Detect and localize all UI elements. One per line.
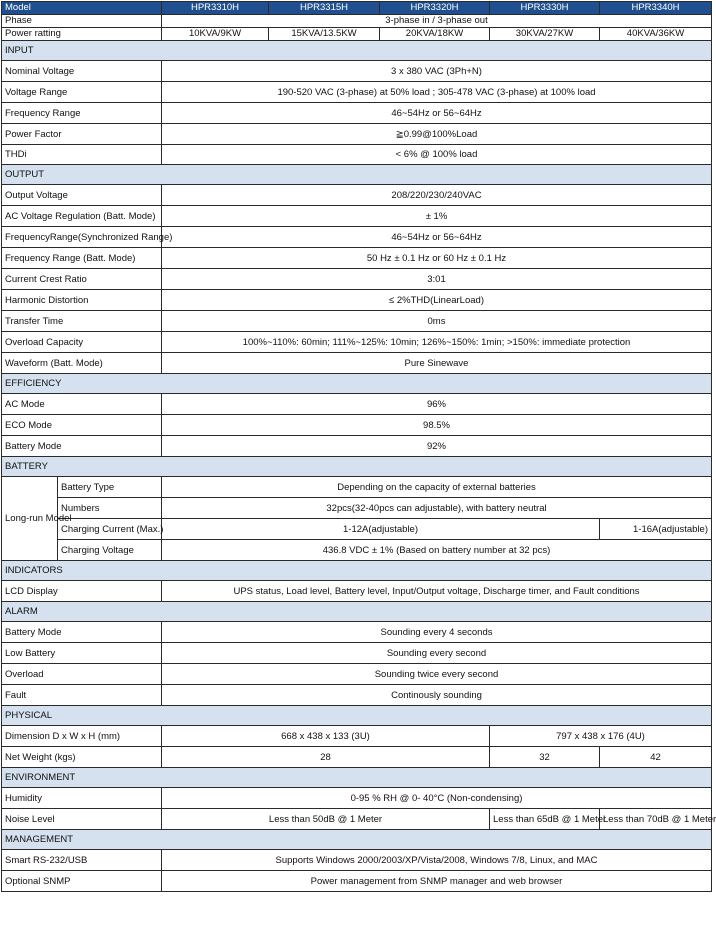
row-label: Harmonic Distortion <box>2 290 162 311</box>
section-header-physical <box>2 706 712 726</box>
row-label: AC Mode <box>2 394 162 415</box>
table-row <box>2 145 712 165</box>
row-label: Noise Level <box>2 809 162 830</box>
row-value: 46~54Hz or 56~64Hz <box>162 227 712 248</box>
row-label: Optional SNMP <box>2 871 162 892</box>
power-rating-value: 40KVA/36KW <box>600 28 712 41</box>
row-value: 92% <box>162 436 712 457</box>
row-value: 0ms <box>162 311 712 332</box>
spec-table <box>1 1 716 892</box>
row-label: Humidity <box>2 788 162 809</box>
section-header-battery <box>2 457 712 477</box>
row-value: 50 Hz ± 0.1 Hz or 60 Hz ± 0.1 Hz <box>162 248 712 269</box>
row-value: 100%~110%: 60min; 111%~125%: 10min; 126%~150%: 1min; >150%: immediate protection <box>162 332 712 353</box>
row-label: Battery Mode <box>2 436 162 457</box>
row-label: Smart RS-232/USB <box>2 850 162 871</box>
row-value: 797 x 438 x 176 (4U) <box>490 726 712 747</box>
row-label: Numbers <box>58 498 162 519</box>
row-value: Continously sounding <box>162 685 712 706</box>
table-row <box>2 269 712 290</box>
power-rating-value: 10KVA/9KW <box>162 28 269 41</box>
row-value: Depending on the capacity of external batteries <box>162 477 712 498</box>
row-value: 28 <box>162 747 490 768</box>
table-row <box>2 519 712 540</box>
table-row <box>2 394 712 415</box>
section-title: ALARM <box>2 602 712 622</box>
row-label: Frequency Range (Batt. Mode) <box>2 248 162 269</box>
row-label: AC Voltage Regulation (Batt. Mode) <box>2 206 162 227</box>
row-label: Output Voltage <box>2 185 162 206</box>
table-row <box>2 685 712 706</box>
section-header-input <box>2 41 712 61</box>
row-value: Sounding every 4 seconds <box>162 622 712 643</box>
model-name: HPR3320H <box>380 2 490 15</box>
row-label: Voltage Range <box>2 82 162 103</box>
table-row <box>2 185 712 206</box>
row-value: Power management from SNMP manager and web browser <box>162 871 712 892</box>
section-header-alarm <box>2 602 712 622</box>
table-row <box>2 726 712 747</box>
row-label: Current Crest Ratio <box>2 269 162 290</box>
row-value: 1-12A(adjustable) <box>162 519 600 540</box>
section-header-environment <box>2 768 712 788</box>
section-title: MANAGEMENT <box>2 830 712 850</box>
row-value: 96% <box>162 394 712 415</box>
table-row <box>2 436 712 457</box>
model-name: HPR3310H <box>162 2 269 15</box>
row-value: 46~54Hz or 56~64Hz <box>162 103 712 124</box>
row-label: Battery Mode <box>2 622 162 643</box>
section-header-output <box>2 165 712 185</box>
table-row <box>2 227 712 248</box>
battery-group-label: Long-run Model <box>2 477 58 561</box>
row-value: Less than 65dB @ 1 Meter <box>490 809 600 830</box>
row-value: UPS status, Load level, Battery level, Input/Output voltage, Discharge timer, and Fault conditions <box>162 581 712 602</box>
section-header-indicators <box>2 561 712 581</box>
row-label: THDi <box>2 145 162 165</box>
phase-row <box>2 15 712 28</box>
row-label: Power Factor <box>2 124 162 145</box>
row-value: ± 1% <box>162 206 712 227</box>
row-label: Charging Current (Max.) <box>58 519 162 540</box>
row-value: ≧0.99@100%Load <box>162 124 712 145</box>
table-row <box>2 540 712 561</box>
row-value: 1-16A(adjustable) <box>600 519 712 540</box>
model-name: HPR3330H <box>490 2 600 15</box>
section-title: OUTPUT <box>2 165 712 185</box>
row-value: Less than 70dB @ 1 Meter <box>600 809 712 830</box>
table-row <box>2 498 712 519</box>
table-row <box>2 82 712 103</box>
table-row <box>2 61 712 82</box>
header-row <box>2 2 712 15</box>
row-label: Power ratting <box>2 28 162 41</box>
table-row <box>2 664 712 685</box>
section-title: INDICATORS <box>2 561 712 581</box>
table-row <box>2 248 712 269</box>
table-row <box>2 290 712 311</box>
section-title: ENVIRONMENT <box>2 768 712 788</box>
table-row <box>2 622 712 643</box>
row-value: 98.5% <box>162 415 712 436</box>
model-label: Model <box>2 2 162 15</box>
table-row <box>2 311 712 332</box>
row-value: 668 x 438 x 133 (3U) <box>162 726 490 747</box>
row-value: Pure Sinewave <box>162 353 712 374</box>
table-row <box>2 643 712 664</box>
table-row <box>2 809 712 830</box>
row-label: Fault <box>2 685 162 706</box>
power-rating-value: 30KVA/27KW <box>490 28 600 41</box>
row-label: Overload <box>2 664 162 685</box>
table-row <box>2 103 712 124</box>
row-value: Sounding every second <box>162 643 712 664</box>
row-value: 32pcs(32-40pcs can adjustable), with battery neutral <box>162 498 712 519</box>
table-row <box>2 124 712 145</box>
power-rating-row <box>2 28 712 41</box>
section-title: EFFICIENCY <box>2 374 712 394</box>
row-label: Dimension D x W x H (mm) <box>2 726 162 747</box>
row-value: < 6% @ 100% load <box>162 145 712 165</box>
row-value: ≤ 2%THD(LinearLoad) <box>162 290 712 311</box>
row-value: 208/220/230/240VAC <box>162 185 712 206</box>
row-value: 32 <box>490 747 600 768</box>
power-rating-value: 15KVA/13.5KW <box>269 28 380 41</box>
row-value: 3-phase in / 3-phase out <box>162 15 712 28</box>
row-label: Transfer Time <box>2 311 162 332</box>
row-value: 190-520 VAC (3-phase) at 50% load ; 305-478 VAC (3-phase) at 100% load <box>162 82 712 103</box>
row-value: Sounding twice every second <box>162 664 712 685</box>
row-label: ECO Mode <box>2 415 162 436</box>
section-header-management <box>2 830 712 850</box>
section-title: PHYSICAL <box>2 706 712 726</box>
table-row <box>2 206 712 227</box>
section-title: INPUT <box>2 41 712 61</box>
row-value: 42 <box>600 747 712 768</box>
table-row <box>2 581 712 602</box>
row-value: 3:01 <box>162 269 712 290</box>
row-label: Overload Capacity <box>2 332 162 353</box>
table-row <box>2 747 712 768</box>
table-row <box>2 871 712 892</box>
row-label: Charging Voltage <box>58 540 162 561</box>
row-value: 436.8 VDC ± 1% (Based on battery number at 32 pcs) <box>162 540 712 561</box>
row-label: Waveform (Batt. Mode) <box>2 353 162 374</box>
model-name: HPR3315H <box>269 2 380 15</box>
table-row <box>2 477 712 498</box>
row-label: Net Weight (kgs) <box>2 747 162 768</box>
row-value: Less than 50dB @ 1 Meter <box>162 809 490 830</box>
row-label: Low Battery <box>2 643 162 664</box>
row-value: 0-95 % RH @ 0- 40°C (Non-condensing) <box>162 788 712 809</box>
row-label: Phase <box>2 15 162 28</box>
section-title: BATTERY <box>2 457 712 477</box>
table-row <box>2 353 712 374</box>
row-label: Battery Type <box>58 477 162 498</box>
table-row <box>2 415 712 436</box>
section-header-efficiency <box>2 374 712 394</box>
row-label: LCD Display <box>2 581 162 602</box>
row-value: 3 x 380 VAC (3Ph+N) <box>162 61 712 82</box>
table-row <box>2 850 712 871</box>
table-row <box>2 788 712 809</box>
row-label: Nominal Voltage <box>2 61 162 82</box>
row-label: Frequency Range <box>2 103 162 124</box>
table-row <box>2 332 712 353</box>
model-name: HPR3340H <box>600 2 712 15</box>
row-value: Supports Windows 2000/2003/XP/Vista/2008, Windows 7/8, Linux, and MAC <box>162 850 712 871</box>
row-label: FrequencyRange(Synchronized Range) <box>2 227 162 248</box>
power-rating-value: 20KVA/18KW <box>380 28 490 41</box>
